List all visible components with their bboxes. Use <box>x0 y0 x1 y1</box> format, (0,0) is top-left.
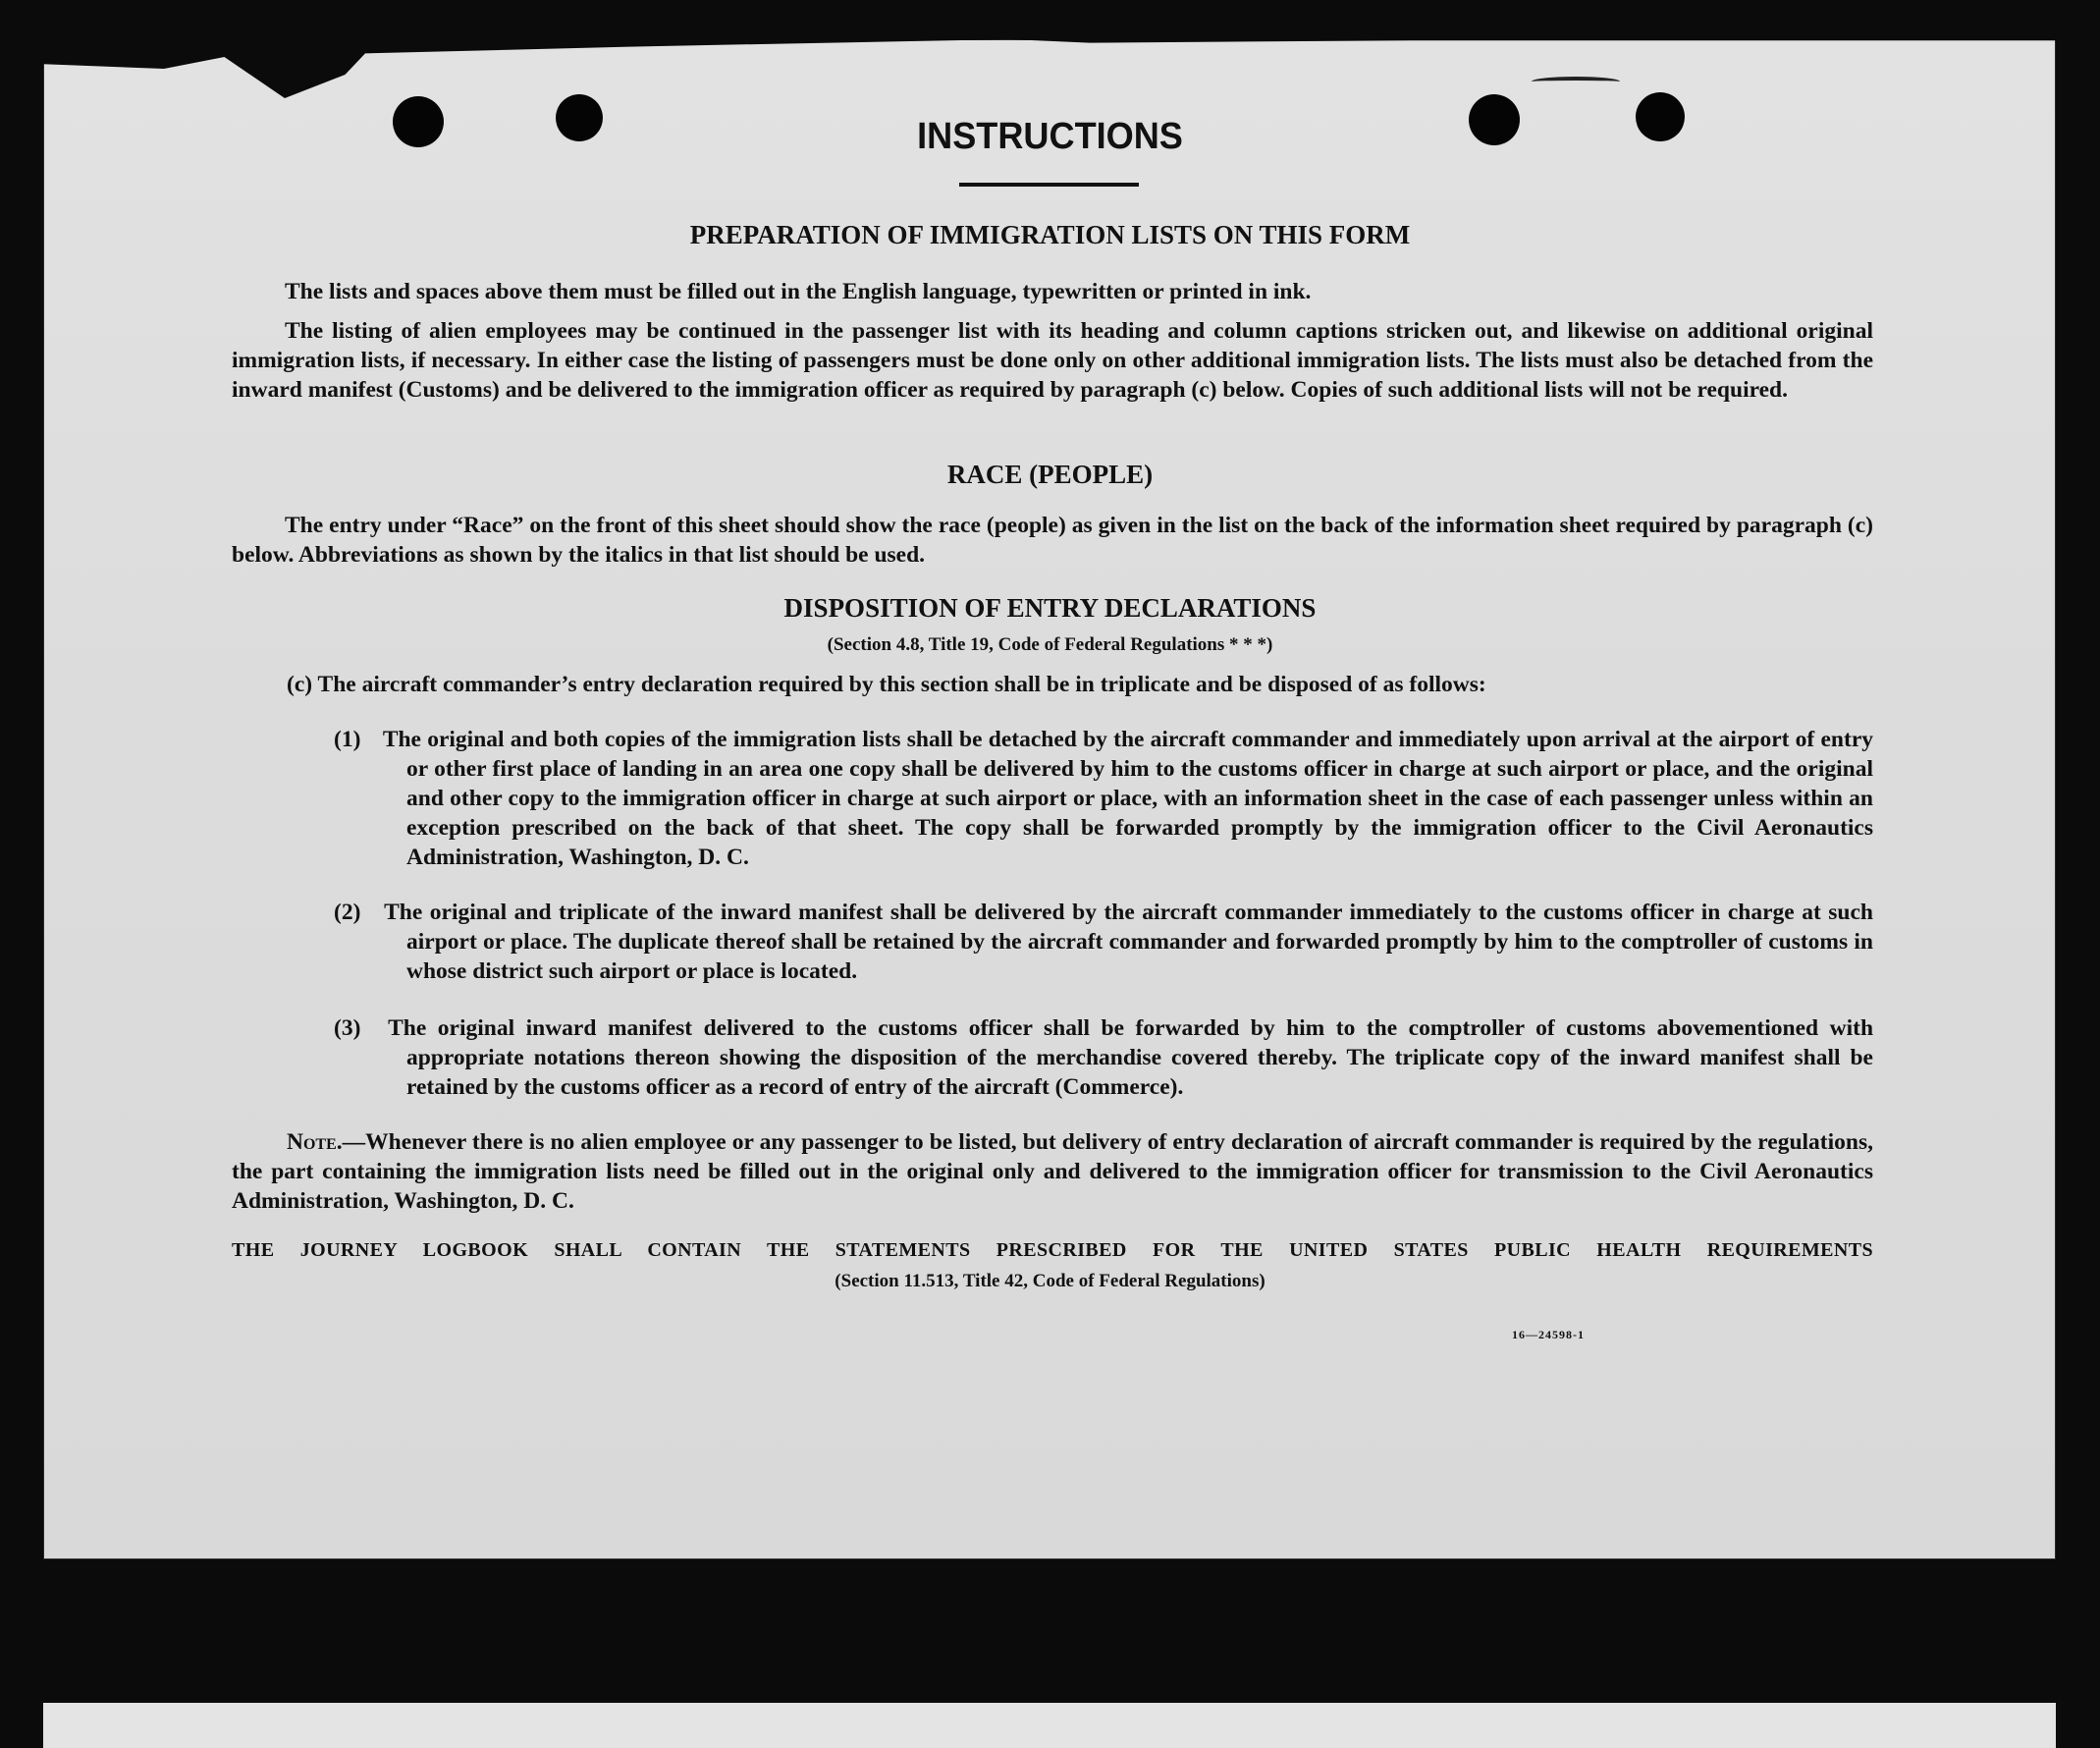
note-text: —Whenever there is no alien employee or any passenger to be listed, but delivery of entry declaration of aircraft commander is required by the regulations, the part containing the immigration lists need be filled out in the original only and delivered to the immigration officer for transmission to the Civil Aeronautics Administration, Washington, D. C. <box>232 1129 1873 1214</box>
form-number: 16—24598-1 <box>1512 1328 1585 1341</box>
heading-disposition: DISPOSITION OF ENTRY DECLARATIONS <box>783 593 1317 623</box>
paragraph-prep-1: The lists and spaces above them must be filled out in the English language, typewritten or printed in ink. <box>285 279 1312 304</box>
list-item-text: The original and triplicate of the inward manifest shall be delivered by the aircraft commander immediately to the customs officer in charge at such airport or place. The duplicate thereof shall be retained by the aircraft commander and forwarded promptly by him to the comptroller of customs in whose district such airport or place is located. <box>384 900 1874 984</box>
note-label: Note. <box>287 1129 343 1155</box>
list-item-number: (1) <box>334 727 361 752</box>
heading-race: RACE (PEOPLE) <box>946 460 1154 489</box>
list-item <box>334 1013 1873 1102</box>
list-item-number: (2) <box>334 900 361 925</box>
paragraph-race: The entry under “Race” on the front of this sheet should show the race (people) as given in the list on the back of the information sheet required by paragraph (c) below. Abbreviations as shown by the italics in that list should be used. <box>232 513 1873 568</box>
page-title: INSTRUCTIONS <box>917 116 1183 157</box>
list-item-text: The original and both copies of the immigration lists shall be detached by the aircraft commander and immediately upon arrival at the airport of entry or other first place of landing in an area one copy shall be delivered by him to the customs officer in charge at such airport or place, and the original and other copy to the immigration officer in charge at such airport or place, with an information sheet in the case of each passenger unless within an exception prescribed on the back of that sheet. The copy shall be forwarded promptly by the immigration officer to the Civil Aeronautics Administration, Washington, D. C. <box>382 727 1873 870</box>
list-item-number: (3) <box>334 1015 361 1041</box>
list-item <box>334 898 1873 986</box>
journey-citation: (Section 11.513, Title 42, Code of Federal Regulations) <box>835 1271 1265 1291</box>
journey-logbook-statement: THE JOURNEY LOGBOOK SHALL CONTAIN THE STATEMENTS PRESCRIBED FOR THE UNITED STATES PUBLIC HEALTH REQUIREMENTS <box>232 1239 1873 1261</box>
list-item <box>334 725 1873 872</box>
paragraph-disposition-intro: (c) The aircraft commander’s entry declaration required by this section shall be in triplicate and be disposed of as follows: <box>287 672 1486 697</box>
paragraph-prep-2: The listing of alien employees may be continued in the passenger list with its heading and column captions stricken out, and likewise on additional original immigration lists, if necessary. In either case the listing of passengers must be done only on other additional immigration lists. The lists must also be detached from the inward manifest (Customs) and be delivered to the immigration officer as required by paragraph (c) below. Copies of such additional lists will not be required. <box>232 318 1873 403</box>
subheading-disposition: (Section 4.8, Title 19, Code of Federal Regulations * * *) <box>827 634 1273 655</box>
list-item-text: The original inward manifest delivered to the customs officer shall be forwarded by him to the comptroller of customs abovementioned with appropriate notations thereon showing the disposition of the merchandise covered thereby. The triplicate copy of the inward manifest shall be retained by the customs officer as a record of entry of the aircraft (Commerce). <box>388 1015 1874 1100</box>
note-paragraph <box>232 1127 1873 1216</box>
heading-preparation: PREPARATION OF IMMIGRATION LISTS ON THIS FORM <box>689 220 1411 249</box>
title-underline <box>959 183 1139 187</box>
